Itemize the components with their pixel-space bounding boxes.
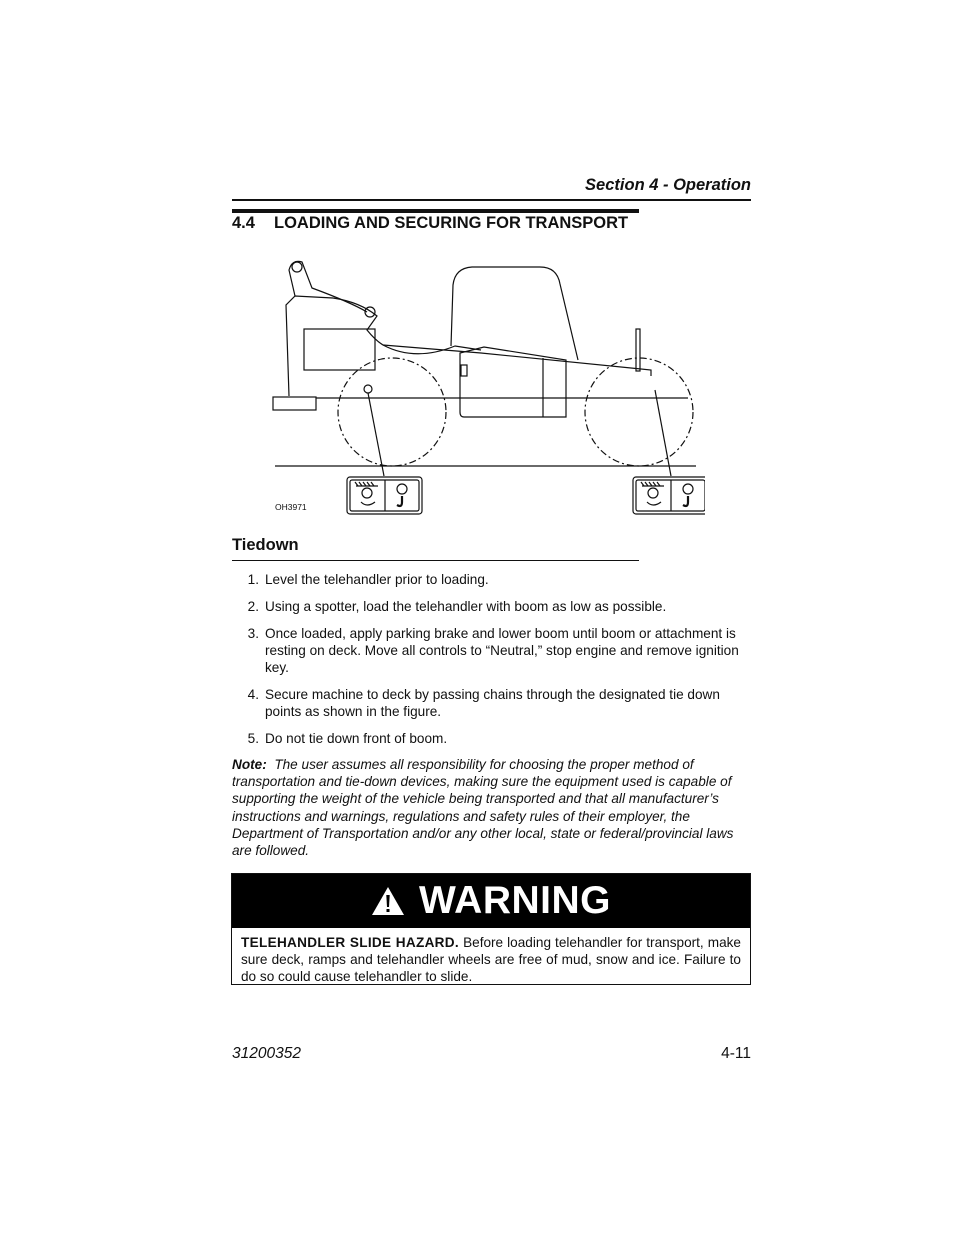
rear-wheel (585, 358, 693, 466)
title-number: 4.4 (232, 214, 255, 232)
warning-word: WARNING (419, 879, 611, 922)
bumper (273, 397, 316, 410)
page-number: 4-11 (721, 1045, 751, 1062)
list-item (232, 598, 751, 615)
warning-lead: TELEHANDLER SLIDE HAZARD. (241, 935, 459, 950)
step-text: Secure machine to deck by passing chains through the designated tie down points as shown in the figure. (265, 686, 720, 719)
warning-body (232, 928, 750, 986)
list-item (232, 686, 751, 720)
tiedown-figure (265, 250, 705, 520)
boom-pin (292, 262, 302, 272)
title-rule (232, 209, 639, 213)
boom-window (304, 329, 375, 370)
tiedown-steps (232, 571, 751, 757)
page-title (232, 214, 628, 233)
step-text: Do not tie down front of boom. (265, 730, 448, 746)
note-text: The user assumes all responsibility for choosing the proper method of transportation and tie-down devices, making sure the equipment used is capable of supporting the weight of the vehicle being transported and that all manufacturer’s instructions and warnings, regulations and safety rules of their employer, the Department of Transportation and/or any other local, state or federal/provincial laws are followed. (232, 757, 734, 859)
list-item (232, 625, 751, 677)
step-number: 4. (247, 686, 259, 702)
step-number: 5. (247, 730, 259, 746)
doc-number: 31200352 (232, 1045, 301, 1062)
list-item (232, 730, 751, 747)
step-number: 2. (247, 598, 259, 614)
step-text: Using a spotter, load the telehandler with boom as low as possible. (265, 598, 667, 614)
warning-box (231, 873, 751, 985)
note (232, 756, 751, 859)
front-wheel (338, 358, 446, 466)
warning-triangle-icon (371, 886, 405, 916)
rear-post (636, 329, 640, 371)
chassis-line (383, 345, 651, 376)
tiedown-decal-rear (633, 477, 705, 514)
cab-outline (451, 267, 578, 360)
warning-header (232, 874, 750, 928)
step-number: 1. (247, 572, 259, 587)
step-text: Level the telehandler prior to loading. (265, 572, 489, 587)
hood (460, 347, 566, 417)
boom-top (289, 261, 367, 312)
title-text: LOADING AND SECURING FOR TRANSPORT (274, 214, 629, 232)
header-rule (232, 199, 751, 201)
tiedown-decal-front (347, 477, 422, 514)
list-item (232, 571, 751, 588)
note-label: Note: (232, 757, 267, 772)
step-text: Once loaded, apply parking brake and lower boom until boom or attachment is resting on deck. Move all controls to “Neutral,” stop engine and remove ignition key. (265, 625, 739, 675)
step-number: 3. (247, 625, 259, 641)
section-header: Section 4 - Operation (585, 176, 751, 194)
warning-text: Before loading telehandler for transport, make sure deck, ramps and telehandler wheels are free of mud, snow and ice. Failure to do so could cause telehandler to slide. (241, 935, 741, 985)
tiedown-title: Tiedown (232, 536, 299, 554)
figure-code: OH3971 (275, 502, 307, 512)
tie-down-point (364, 385, 372, 393)
tiedown-rule (232, 560, 639, 561)
